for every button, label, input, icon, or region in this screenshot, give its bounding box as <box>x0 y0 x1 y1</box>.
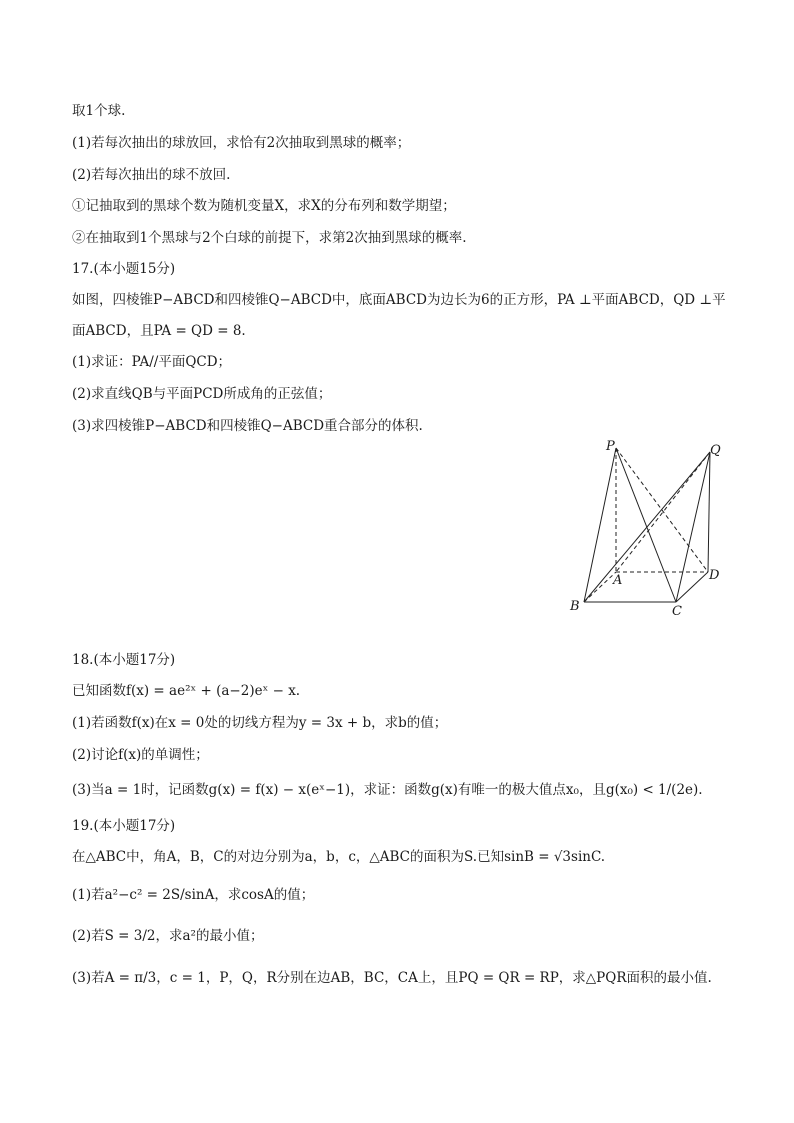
q19-part-3: (3)若A = π/3，c = 1，P，Q，R分别在边AB，BC，CA上，且PQ = QR = RP，求△PQR面积的最小值. <box>72 970 712 986</box>
q19-header: 19.(本小题17分) <box>72 818 176 834</box>
q18-part-3: (3)当a = 1时，记函数g(x) = f(x) − x(eˣ−1)，求证：函数g(x)有唯一的极大值点x₀，且g(x₀) < 1/(2e). <box>72 782 703 798</box>
q17-stem-line2: 面ABCD，且PA = QD = 8. <box>72 323 246 339</box>
q18-header: 18.(本小题17分) <box>72 652 176 668</box>
q16-part-2: (2)若每次抽出的球不放回. <box>72 167 231 183</box>
q18-part-1: (1)若函数f(x)在x = 0处的切线方程为y = 3x + b，求b的值； <box>72 715 448 731</box>
q17-part-1: (1)求证：PA//平面QCD； <box>72 354 232 370</box>
q17-header: 17.(本小题15分) <box>72 261 176 277</box>
q16-part-2-i: ①记抽取到的黑球个数为随机变量X，求X的分布列和数学期望； <box>72 198 456 214</box>
q19-part-1: (1)若a²−c² = 2S/sinA，求cosA的值； <box>72 887 315 903</box>
vertex-label-d: D <box>709 568 720 583</box>
q16-part-2-ii: ②在抽取到1个黑球与2个白球的前提下，求第2次抽到黑球的概率. <box>72 230 467 246</box>
vertex-label-q: Q <box>710 443 721 458</box>
q18-part-2: (2)讨论f(x)的单调性； <box>72 747 209 763</box>
q17-stem-line1: 如图，四棱锥P−ABCD和四棱锥Q−ABCD中，底面ABCD为边长为6的正方形，PA ⊥平面ABCD，QD ⊥平 <box>72 292 726 308</box>
q19-part-2: (2)若S = 3/2，求a²的最小值； <box>72 928 264 944</box>
q19-stem: 在△ABC中，角A，B，C的对边分别为a，b，c，△ABC的面积为S.已知sinB = √3sinC. <box>72 849 606 865</box>
q17-part-3: (3)求四棱锥P−ABCD和四棱锥Q−ABCD重合部分的体积. <box>72 418 423 434</box>
vertex-label-a: A <box>613 573 623 588</box>
vertex-label-c: C <box>672 604 682 619</box>
q17-part-2: (2)求直线QB与平面PCD所成角的正弦值； <box>72 386 332 402</box>
q16-part-1: (1)若每次抽出的球放回，求恰有2次抽取到黑球的概率； <box>72 135 411 151</box>
vertex-label-p: P <box>606 439 615 454</box>
q18-stem: 已知函数f(x) = ae²ˣ + (a−2)eˣ − x. <box>72 683 301 699</box>
pyramid-diagram <box>560 432 730 622</box>
q16-continuation: 取1个球. <box>72 103 126 119</box>
pyramid-figure <box>560 432 730 622</box>
vertex-label-b: B <box>570 599 580 614</box>
